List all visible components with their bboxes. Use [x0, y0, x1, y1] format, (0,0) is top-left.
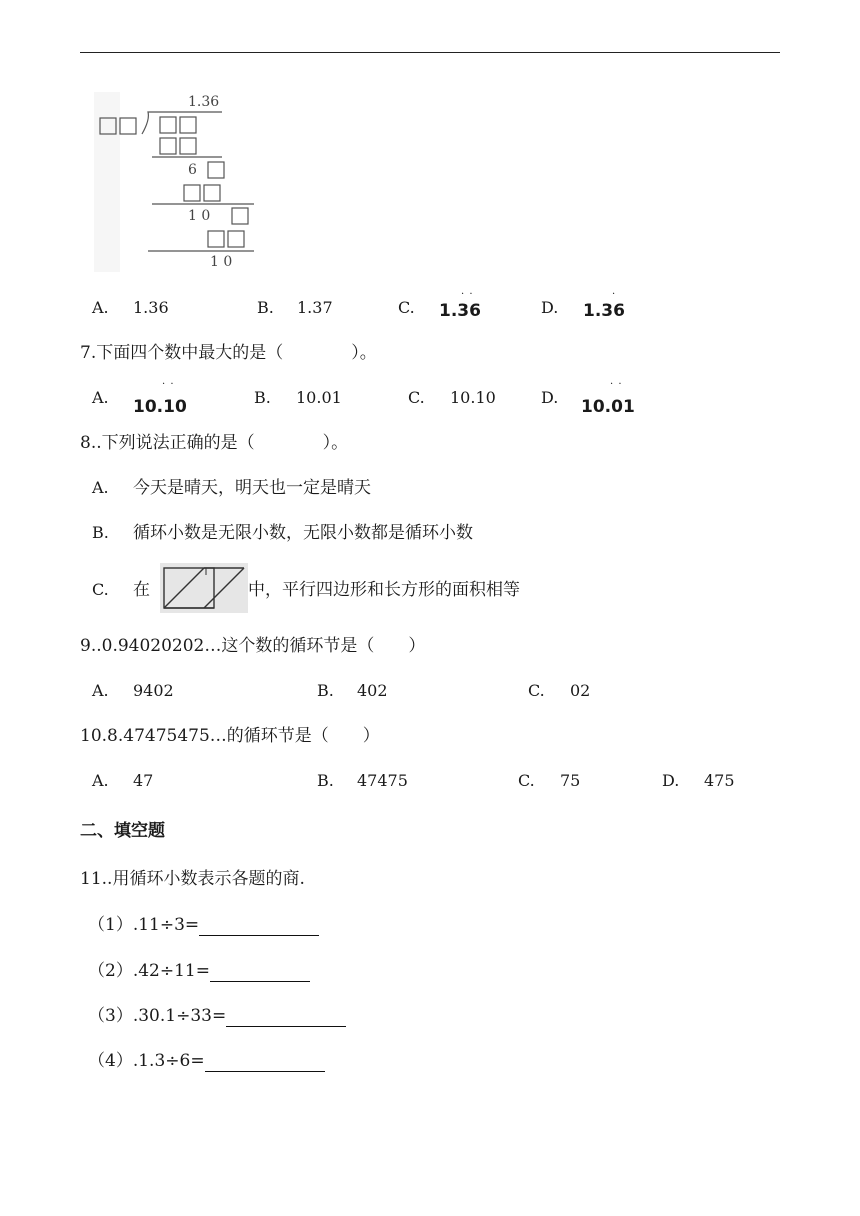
q11-item-3-label: （3）.30.1÷33= [88, 1006, 227, 1026]
q7-option-c-letter[interactable]: C. [408, 388, 425, 407]
header-rule [80, 52, 780, 53]
q6-option-c-letter[interactable]: C. [398, 298, 415, 317]
q6-option-b-text[interactable]: 1.37 [297, 298, 333, 317]
q7-option-a-text[interactable]: 10.10 [133, 397, 187, 417]
division-row4: 1 0 [188, 208, 211, 224]
q8-stem: 8..下列说法正确的是（ ）。 [80, 433, 349, 453]
q11-item-3-answer-blank[interactable] [226, 1008, 346, 1027]
q6-option-a-text[interactable]: 1.36 [133, 298, 169, 317]
q11-item-1-label: （1）.11÷3= [88, 915, 200, 935]
q7-option-d-dots: . . [610, 376, 623, 387]
q11-item-4-answer-blank[interactable] [205, 1053, 325, 1072]
q8-option-b-text[interactable]: 循环小数是无限小数，无限小数都是循环小数 [133, 523, 473, 543]
q9-option-b-text[interactable]: 402 [357, 681, 388, 700]
q11-item-4-label: （4）.1.3÷6= [88, 1051, 205, 1071]
q11-item-1 [88, 914, 319, 936]
q10-option-c-text[interactable]: 75 [560, 771, 581, 790]
q11-item-2-answer-blank[interactable] [210, 963, 310, 982]
q11-item-2 [88, 960, 310, 982]
q7-option-b-letter[interactable]: B. [254, 388, 271, 407]
q10-option-a-text[interactable]: 47 [133, 771, 154, 790]
q8-option-a-letter[interactable]: A. [92, 478, 109, 497]
q6-option-b-letter[interactable]: B. [257, 298, 274, 317]
q10-option-a-letter[interactable]: A. [92, 771, 109, 790]
q11-stem: 11..用循环小数表示各题的商. [80, 869, 305, 889]
q10-option-b-letter[interactable]: B. [317, 771, 334, 790]
q10-option-b-text[interactable]: 47475 [357, 771, 408, 790]
q9-option-a-text[interactable]: 9402 [133, 681, 174, 700]
division-figure [92, 90, 262, 275]
parallelogram-rectangle-figure [160, 563, 248, 613]
q11-item-3 [88, 1005, 346, 1027]
q9-option-a-letter[interactable]: A. [92, 681, 109, 700]
division-row2: 6 [188, 162, 197, 178]
q9-stem: 9..0.94020202…这个数的循环节是（ ） [80, 636, 426, 656]
q8-option-b-letter[interactable]: B. [92, 523, 109, 542]
q10-stem: 10.8.47475475…的循环节是（ ） [80, 726, 380, 746]
q10-option-d-text[interactable]: 475 [704, 771, 735, 790]
q8-option-c-post[interactable]: 中，平行四边形和长方形的面积相等 [248, 580, 520, 600]
q7-option-d-letter[interactable]: D. [541, 388, 559, 407]
q7-option-c-text[interactable]: 10.10 [450, 388, 496, 407]
q8-option-c-pre[interactable]: 在 [133, 580, 150, 600]
q7-stem: 7.下面四个数中最大的是（ ）。 [80, 343, 377, 363]
q6-option-d-text[interactable]: 1.36 [583, 301, 625, 321]
q6-option-c-text[interactable]: 1.36 [439, 301, 481, 321]
q11-item-1-answer-blank[interactable] [199, 917, 319, 936]
q10-option-d-letter[interactable]: D. [662, 771, 680, 790]
q7-option-b-text[interactable]: 10.01 [296, 388, 342, 407]
division-diagram [92, 90, 262, 275]
q11-item-2-label: （2）.42÷11= [88, 961, 210, 981]
q6-option-d-letter[interactable]: D. [541, 298, 559, 317]
q11-item-4 [88, 1050, 325, 1072]
q9-option-c-letter[interactable]: C. [528, 681, 545, 700]
q6-option-c-dots: . . [461, 286, 474, 297]
q6-option-d-dots: . [612, 286, 617, 297]
q7-option-d-text[interactable]: 10.01 [581, 397, 635, 417]
section-heading-fill-in: 二、填空题 [80, 821, 165, 841]
q7-option-a-dots: . . [162, 376, 175, 387]
q9-option-b-letter[interactable]: B. [317, 681, 334, 700]
q9-option-c-text[interactable]: 02 [570, 681, 591, 700]
q7-option-a-letter[interactable]: A. [92, 388, 109, 407]
division-quotient: 1.36 [188, 94, 220, 110]
q8-option-a-text[interactable]: 今天是晴天，明天也一定是晴天 [133, 478, 371, 498]
parallelogram-diagram [160, 563, 248, 613]
q10-option-c-letter[interactable]: C. [518, 771, 535, 790]
q8-option-c-letter[interactable]: C. [92, 580, 109, 599]
q6-option-a-letter[interactable]: A. [92, 298, 109, 317]
division-row6: 1 0 [210, 254, 233, 270]
